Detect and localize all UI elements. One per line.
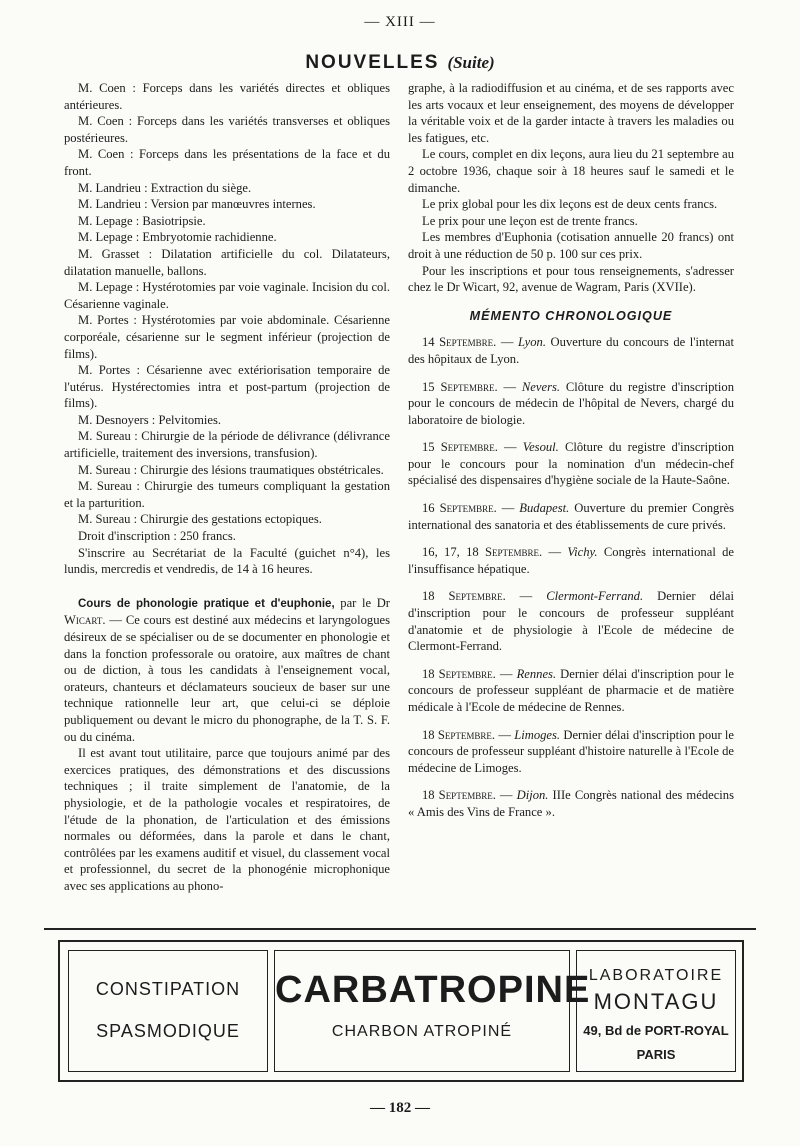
course-item: M. Portes : Césarienne avec extériorisation temporaire de l'utérus. Hystérectomies intra et post-partum (projection de films).	[64, 363, 390, 411]
course-item: M. Landrieu : Extraction du siège.	[78, 180, 252, 195]
title-suite: (Suite)	[447, 53, 495, 72]
memento-date: 18 Septembre.	[422, 666, 496, 681]
course-item: Droit d'inscription : 250 francs.	[78, 529, 236, 544]
cours-text-1: . — Ce cours est destiné aux médecins et laryngologues désireux de se spécialiser ou de se documenter en phonologie et dans la fonction professorale ou oratoire, aux maîtres de chant ou de diction, à tous les candidats à l'enseignement vocal, orateurs, chanteurs et déclamateurs soucieux de baser sur une technique rationnelle leur art, que celui-ci se déploie publiquement ou devant le micro du phonographe, de la T. S. F. ou du cinéma.	[64, 613, 390, 744]
cont-paragraph-5: Les membres d'Euphonia (cotisation annuelle 20 francs) ont droit à une réduction de 50 p. 100 sur ces prix.	[408, 230, 734, 261]
title-nouvelles: NOUVELLES	[305, 52, 440, 73]
top-page-number: — XIII —	[364, 14, 436, 30]
course-list	[64, 80, 390, 578]
memento-title: MÉMENTO CHRONOLOGIQUE	[469, 308, 673, 323]
course-item: M. Desnoyers : Pelvitomies.	[78, 412, 222, 427]
course-item: M. Sureau : Chirurgie des gestations ectopiques.	[78, 512, 322, 527]
memento-place: Budapest.	[519, 501, 570, 516]
memento-place: Rennes.	[516, 666, 557, 681]
memento-entry: 18 Septembre. — Dijon. IIIe Congrès national des médecins « Amis des Vins de France ».	[408, 788, 734, 819]
memento-entry: 18 Septembre. — Clermont-Ferrand. Dernier délai d'inscription pour le concours de professeur suppléant d'anatomie et de physiologie à l'Ecole de médecine de Clermont-Ferrand.	[408, 589, 734, 654]
bottom-page-number: — 182 —	[370, 1100, 430, 1116]
memento-text: Clôture du registre d'inscription pour le concours pour la nomination d'un médecin-chef spécialisé des dispensaires d'hygiène sociale de la Haute-Saône.	[408, 440, 734, 488]
memento-date: 18 Septembre.	[422, 788, 496, 803]
cont-paragraph-2: Le cours, complet en dix leçons, aura lieu du 21 septembre au 2 octobre 1936, chaque soir à 18 heures sauf le samedi et le dimanche.	[408, 147, 734, 195]
cours-title: Cours de phonologie pratique et d'euphonie,	[78, 597, 335, 610]
memento-place: Lyon.	[518, 335, 546, 350]
memento-entry: 15 Septembre. — Vesoul. Clôture du registre d'inscription pour le concours pour la nomination d'un médecin-chef spécialisé des dispensaires d'hygiène sociale de la Haute-Saône.	[408, 440, 734, 488]
memento-entry: 15 Septembre. — Nevers. Clôture du registre d'inscription pour le concours de médecin de l'hôpital de Nevers, chargé du laboratoire de biologie.	[408, 379, 734, 427]
ad-lab-city: PARIS	[636, 1047, 676, 1062]
cours-paragraph-1	[64, 595, 390, 745]
ad-lab-line2: MONTAGU	[593, 989, 719, 1014]
memento-text: Dernier délai d'inscription pour le concours de professeur suppléant de pharmacie et de matière médicale à l'Ecole de médecine de Rennes.	[408, 666, 735, 714]
ad-spasmodique: SPASMODIQUE	[96, 1021, 240, 1041]
course-item: M. Coen : Forceps dans les variétés directes et obliques antérieures.	[64, 81, 390, 112]
ad-constipation: CONSTIPATION	[95, 979, 241, 999]
course-item: M. Sureau : Chirurgie de la période de délivrance (délivrance artificielle, traitement des inversions, transfusion).	[64, 429, 390, 461]
page-title	[0, 52, 800, 74]
memento-text: Congrès international de l'insuffisance hépatique.	[408, 545, 735, 576]
memento-place: Limoges.	[514, 727, 561, 742]
memento-date: 15 Septembre.	[422, 379, 498, 394]
advertisement	[58, 940, 744, 1082]
memento-date: 18 Septembre.	[422, 589, 506, 604]
memento-place: Dijon.	[516, 788, 549, 803]
memento-place: Nevers.	[521, 379, 561, 394]
memento-date: 18 Septembre.	[422, 727, 496, 742]
right-column	[408, 80, 734, 821]
memento-list	[408, 334, 734, 820]
cont-paragraph-6: Pour les inscriptions et pour tous renseignements, s'adresser chez le Dr Wicart, 92, avenue de Wagram, Paris (XVIIe).	[408, 263, 734, 295]
memento-text: Dernier délai d'inscription pour le concours de professeur suppléant d'anatomie et de physiologie à l'Ecole de médecine de Clermont-Ferrand.	[408, 589, 734, 654]
memento-date: 16 Septembre.	[422, 501, 497, 516]
memento-entry: 18 Septembre. — Limoges. Dernier délai d'inscription pour le concours de professeur suppléant d'histoire naturelle à l'Ecole de médecine de Limoges.	[408, 727, 735, 775]
course-item: M. Landrieu : Version par manœuvres internes.	[78, 197, 316, 212]
memento-date: 14 Septembre.	[422, 335, 497, 350]
course-item: M. Portes : Hystérotomies par voie abdominale. Césarienne corporéale, césarienne sur le segment inférieur (projection de films).	[64, 313, 390, 361]
course-item: M. Grasset : Dilatation artificielle du col. Dilatateurs, dilatation manuelle, ballons.	[64, 246, 390, 278]
memento-text: Dernier délai d'inscription pour le concours de professeur suppléant d'histoire naturelle à l'Ecole de médecine de Limoges.	[408, 727, 735, 775]
ad-divider-rule	[44, 928, 756, 930]
ad-lab-panel	[576, 950, 736, 1072]
course-item: M. Sureau : Chirurgie des lésions traumatiques obstétricales.	[78, 462, 384, 477]
memento-text: IIIe Congrès national des médecins « Amis des Vins de France ».	[408, 788, 734, 819]
cont-paragraph-4: Le prix pour une leçon est de trente francs.	[422, 213, 638, 228]
memento-entry: 16 Septembre. — Budapest. Ouverture du premier Congrès international des sanatoria et des établissements de cure privés.	[408, 501, 734, 532]
memento-entry: 14 Septembre. — Lyon. Ouverture du concours de l'internat des hôpitaux de Lyon.	[408, 335, 735, 366]
cont-paragraph-1: graphe, à la radiodiffusion et au cinéma, et de ses rapports avec les arts vocaux et leur enseignement, des moyens de développer la véritable voix et de la garder intacte à travers les maladies ou les fatigues, etc.	[408, 81, 734, 145]
memento-text: Ouverture du premier Congrès international des sanatoria et des établissements de cure privés.	[408, 501, 734, 532]
course-item: M. Lepage : Hystérotomies par voie vaginale. Incision du col. Césarienne vaginale.	[64, 280, 390, 311]
ad-left-panel	[68, 950, 268, 1072]
memento-place: Vesoul.	[522, 440, 559, 455]
cours-intro: par le Dr	[334, 595, 390, 610]
memento-entry: 18 Septembre. — Rennes. Dernier délai d'inscription pour le concours de professeur suppléant de pharmacie et de matière médicale à l'Ecole de médecine de Rennes.	[408, 666, 735, 714]
ad-lab-line1: LABORATOIRE	[588, 967, 724, 984]
course-item: M. Lepage : Basiotripsie.	[78, 213, 206, 228]
course-item: M. Coen : Forceps dans les présentations de la face et du front.	[64, 147, 390, 178]
ad-brand-subtitle: CHARBON ATROPINÉ	[331, 1023, 513, 1040]
ad-brand-name: CARBATROPINE	[275, 969, 591, 1011]
memento-place: Clermont-Ferrand.	[546, 589, 644, 604]
left-column	[64, 80, 390, 895]
course-item: M. Sureau : Chirurgie des tumeurs compliquant la gestation et la parturition.	[64, 479, 390, 510]
memento-text: Clôture du registre d'inscription pour le concours de médecin de l'hôpital de Nevers, chargé du laboratoire de biologie.	[408, 379, 734, 427]
course-item: S'inscrire au Secrétariat de la Faculté (guichet n°4), les lundis, mercredis et vendredis, de 14 à 16 heures.	[64, 545, 390, 577]
cours-author: Wicart	[64, 613, 103, 628]
course-item: M. Lepage : Embryotomie rachidienne.	[78, 230, 277, 245]
cont-paragraph-3: Le prix global pour les dix leçons est de deux cents francs.	[422, 197, 718, 212]
ad-brand-panel	[274, 950, 591, 1072]
memento-date: 15 Septembre.	[422, 440, 498, 455]
cours-paragraph-2: Il est avant tout utilitaire, parce que toujours animé par des exercices pratiques, des démonstrations et des discussions techniques ; il traite simplement de l'anatomie, de la physiologie, et de la pathologie vocales et respiratoires, de l'étude de la phonation, de l'articulation et des émissions normales ou déformées, dans la parole et dans le chant, contrôlées par les examens auditif et visuel, du classement vocal et professionnel, du secret de la phonogénie microphonique avec ses applications au phono-	[64, 746, 390, 893]
course-item: M. Coen : Forceps dans les variétés transverses et obliques postérieures.	[64, 114, 390, 145]
memento-place: Vichy.	[567, 545, 598, 560]
memento-text: Ouverture du concours de l'internat des hôpitaux de Lyon.	[408, 335, 735, 366]
ad-lab-address: 49, Bd de PORT-ROYAL	[583, 1023, 729, 1038]
memento-entry: 16, 17, 18 Septembre. — Vichy. Congrès international de l'insuffisance hépatique.	[408, 545, 735, 576]
memento-date: 16, 17, 18 Septembre.	[422, 545, 543, 560]
